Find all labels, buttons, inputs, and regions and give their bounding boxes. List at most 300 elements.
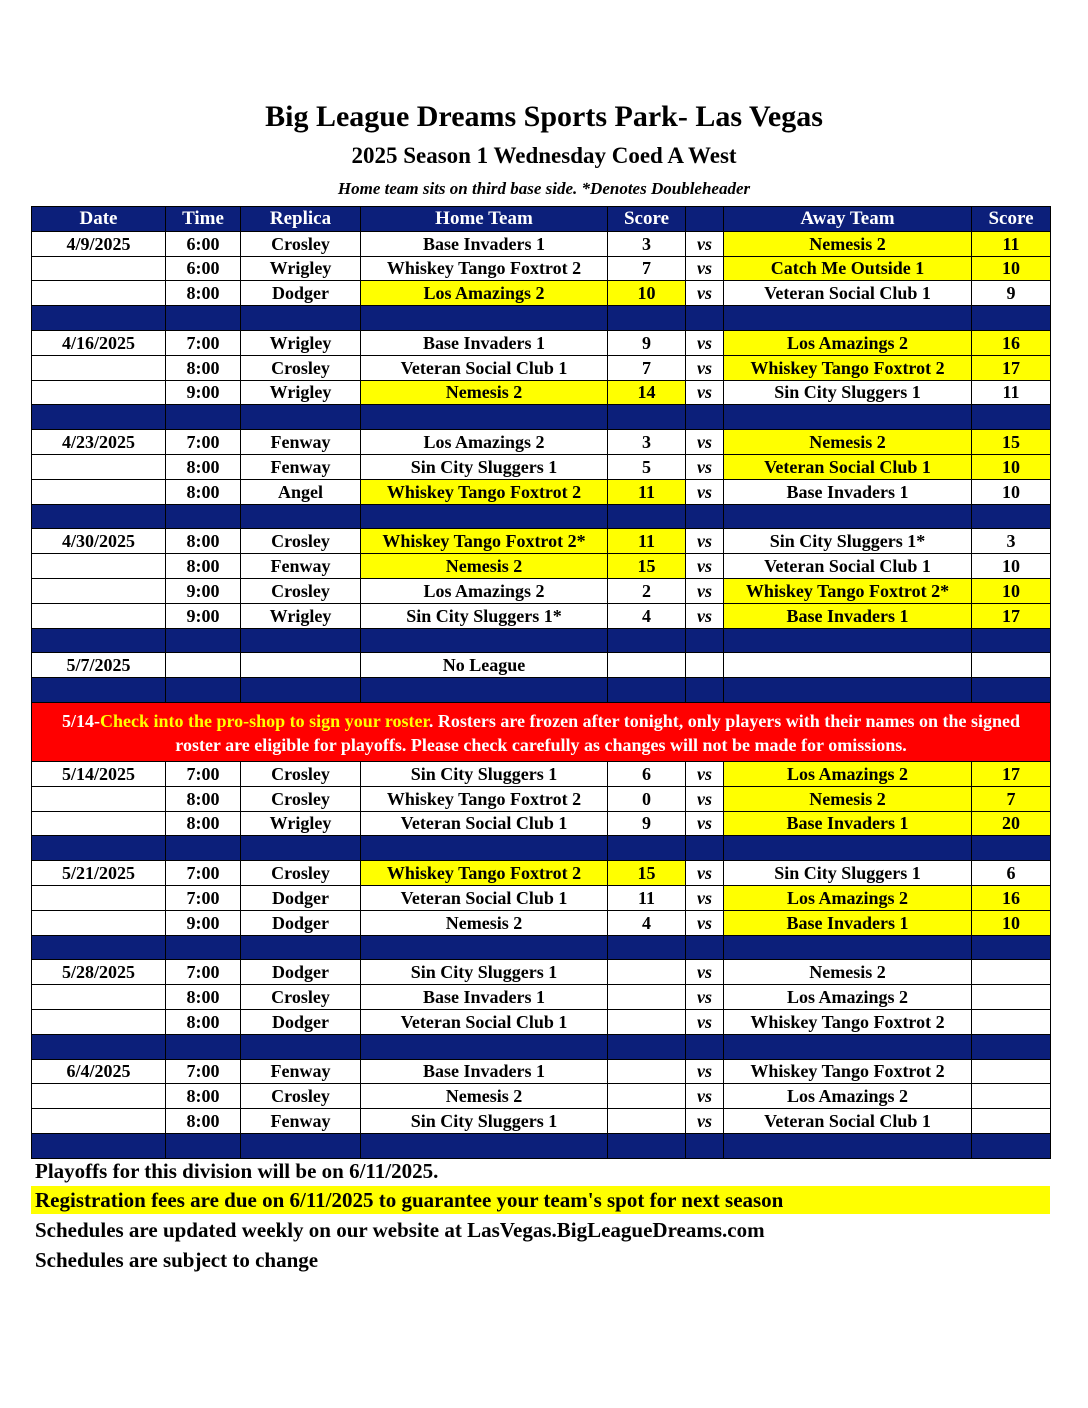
replica-cell: Wrigley bbox=[241, 330, 361, 355]
separator-row bbox=[32, 1133, 1051, 1158]
away-team-cell: Catch Me Outside 1 bbox=[724, 256, 972, 281]
home-score-cell: 0 bbox=[608, 786, 686, 811]
home-team-cell: Veteran Social Club 1 bbox=[361, 355, 608, 380]
home-team-cell: Los Amazings 2 bbox=[361, 281, 608, 306]
away-score-cell: 7 bbox=[972, 786, 1051, 811]
col-header-replica: Replica bbox=[241, 207, 361, 232]
separator-cell bbox=[361, 1034, 608, 1059]
separator-cell bbox=[686, 1034, 724, 1059]
separator-cell bbox=[608, 504, 686, 529]
date-cell bbox=[32, 786, 166, 811]
replica-cell: Fenway bbox=[241, 430, 361, 455]
replica-cell: Fenway bbox=[241, 454, 361, 479]
away-team-cell: Los Amazings 2 bbox=[724, 985, 972, 1010]
home-score-cell: 2 bbox=[608, 578, 686, 603]
game-row bbox=[32, 653, 1051, 678]
time-cell: 7:00 bbox=[166, 761, 241, 786]
date-cell bbox=[32, 578, 166, 603]
date-cell bbox=[32, 1109, 166, 1134]
game-row bbox=[32, 529, 1051, 554]
away-score-cell: 15 bbox=[972, 430, 1051, 455]
separator-cell bbox=[166, 306, 241, 331]
game-row bbox=[32, 256, 1051, 281]
separator-cell bbox=[686, 678, 724, 703]
home-score-cell: 11 bbox=[608, 529, 686, 554]
separator-cell bbox=[724, 678, 972, 703]
time-cell: 9:00 bbox=[166, 380, 241, 405]
separator-cell bbox=[686, 836, 724, 861]
vs-cell: vs bbox=[686, 1059, 724, 1084]
separator-cell bbox=[32, 628, 166, 653]
home-score-cell: 3 bbox=[608, 231, 686, 256]
separator-cell bbox=[972, 1133, 1051, 1158]
separator-cell bbox=[166, 405, 241, 430]
separator-row bbox=[32, 504, 1051, 529]
replica-cell: Wrigley bbox=[241, 811, 361, 836]
home-score-cell bbox=[608, 1009, 686, 1034]
col-header-time: Time bbox=[166, 207, 241, 232]
home-team-cell: Nemesis 2 bbox=[361, 380, 608, 405]
separator-cell bbox=[166, 1034, 241, 1059]
replica-cell: Fenway bbox=[241, 1109, 361, 1134]
home-score-cell bbox=[608, 1084, 686, 1109]
game-row bbox=[32, 985, 1051, 1010]
separator-cell bbox=[608, 1133, 686, 1158]
date-cell bbox=[32, 256, 166, 281]
away-score-cell: 9 bbox=[972, 281, 1051, 306]
replica-cell: Crosley bbox=[241, 355, 361, 380]
notice-highlight: Check into the pro-shop to sign your roster bbox=[99, 710, 429, 731]
away-score-cell: 16 bbox=[972, 330, 1051, 355]
table-header-row bbox=[32, 207, 1051, 232]
separator-cell bbox=[361, 935, 608, 960]
home-team-cell: Nemesis 2 bbox=[361, 554, 608, 579]
away-team-cell: Nemesis 2 bbox=[724, 786, 972, 811]
away-team-cell: Nemesis 2 bbox=[724, 430, 972, 455]
header-note: Home team sits on third base side. *Denotes Doubleheader bbox=[337, 179, 751, 198]
notice-date: 5/14- bbox=[61, 710, 100, 731]
home-score-cell: 4 bbox=[608, 603, 686, 628]
date-cell bbox=[32, 454, 166, 479]
separator-cell bbox=[32, 504, 166, 529]
date-cell bbox=[32, 355, 166, 380]
separator-cell bbox=[241, 628, 361, 653]
away-score-cell: 10 bbox=[972, 479, 1051, 504]
away-team-cell: Whiskey Tango Foxtrot 2 bbox=[724, 1009, 972, 1034]
time-cell: 8:00 bbox=[166, 1084, 241, 1109]
game-row bbox=[32, 454, 1051, 479]
separator-cell bbox=[724, 504, 972, 529]
separator-cell bbox=[724, 1034, 972, 1059]
away-team-cell: Whiskey Tango Foxtrot 2* bbox=[724, 578, 972, 603]
separator-cell bbox=[608, 1034, 686, 1059]
date-cell bbox=[32, 910, 166, 935]
home-score-cell: 5 bbox=[608, 454, 686, 479]
time-cell bbox=[166, 653, 241, 678]
playoffs-note: Playoffs for this division will be on 6/11/2025. bbox=[35, 1159, 439, 1183]
home-team-cell: Base Invaders 1 bbox=[361, 985, 608, 1010]
separator-cell bbox=[686, 306, 724, 331]
away-score-cell: 10 bbox=[972, 256, 1051, 281]
away-team-cell: Veteran Social Club 1 bbox=[724, 454, 972, 479]
replica-cell: Crosley bbox=[241, 231, 361, 256]
home-score-cell: 11 bbox=[608, 479, 686, 504]
replica-cell: Crosley bbox=[241, 761, 361, 786]
time-cell: 8:00 bbox=[166, 1109, 241, 1134]
vs-cell: vs bbox=[686, 430, 724, 455]
page-title: Big League Dreams Sports Park- Las Vegas bbox=[265, 100, 823, 133]
date-cell bbox=[32, 885, 166, 910]
separator-cell bbox=[361, 1133, 608, 1158]
date-cell: 4/9/2025 bbox=[32, 231, 166, 256]
separator-cell bbox=[686, 405, 724, 430]
time-cell: 8:00 bbox=[166, 281, 241, 306]
time-cell: 8:00 bbox=[166, 355, 241, 380]
game-row bbox=[32, 380, 1051, 405]
date-cell bbox=[32, 1084, 166, 1109]
separator-cell bbox=[166, 836, 241, 861]
home-score-cell: 11 bbox=[608, 885, 686, 910]
time-cell: 6:00 bbox=[166, 256, 241, 281]
vs-cell: vs bbox=[686, 861, 724, 886]
game-row bbox=[32, 1084, 1051, 1109]
game-row bbox=[32, 1059, 1051, 1084]
home-team-cell: Veteran Social Club 1 bbox=[361, 811, 608, 836]
separator-cell bbox=[241, 1133, 361, 1158]
game-row bbox=[32, 430, 1051, 455]
time-cell: 8:00 bbox=[166, 479, 241, 504]
separator-cell bbox=[361, 678, 608, 703]
time-cell: 6:00 bbox=[166, 231, 241, 256]
time-cell: 7:00 bbox=[166, 885, 241, 910]
replica-cell: Crosley bbox=[241, 786, 361, 811]
time-cell: 7:00 bbox=[166, 430, 241, 455]
away-score-cell: 10 bbox=[972, 578, 1051, 603]
game-row bbox=[32, 960, 1051, 985]
vs-cell: vs bbox=[686, 330, 724, 355]
separator-cell bbox=[32, 836, 166, 861]
time-cell: 8:00 bbox=[166, 454, 241, 479]
home-team-cell: Sin City Sluggers 1 bbox=[361, 761, 608, 786]
separator-cell bbox=[361, 306, 608, 331]
page-subtitle: 2025 Season 1 Wednesday Coed A West bbox=[351, 143, 737, 168]
game-row bbox=[32, 231, 1051, 256]
game-row bbox=[32, 761, 1051, 786]
date-cell bbox=[32, 603, 166, 628]
separator-cell bbox=[972, 678, 1051, 703]
away-score-cell bbox=[972, 985, 1051, 1010]
home-score-cell: 9 bbox=[608, 330, 686, 355]
game-row bbox=[32, 578, 1051, 603]
home-team-cell: Sin City Sluggers 1 bbox=[361, 454, 608, 479]
away-score-cell bbox=[972, 1084, 1051, 1109]
away-score-cell: 17 bbox=[972, 355, 1051, 380]
game-row bbox=[32, 603, 1051, 628]
away-team-cell: Sin City Sluggers 1 bbox=[724, 380, 972, 405]
separator-cell bbox=[241, 935, 361, 960]
separator-cell bbox=[608, 678, 686, 703]
away-team-cell: Nemesis 2 bbox=[724, 231, 972, 256]
home-score-cell: 6 bbox=[608, 761, 686, 786]
schedule-body bbox=[32, 231, 1051, 1158]
away-team-cell: Los Amazings 2 bbox=[724, 885, 972, 910]
date-cell: 4/30/2025 bbox=[32, 529, 166, 554]
away-team-cell: Base Invaders 1 bbox=[724, 479, 972, 504]
replica-cell: Angel bbox=[241, 479, 361, 504]
separator-cell bbox=[608, 306, 686, 331]
game-row bbox=[32, 330, 1051, 355]
game-row bbox=[32, 1009, 1051, 1034]
separator-row bbox=[32, 836, 1051, 861]
vs-cell: vs bbox=[686, 761, 724, 786]
separator-cell bbox=[166, 504, 241, 529]
date-cell: 5/14/2025 bbox=[32, 761, 166, 786]
col-header-away-team: Away Team bbox=[724, 207, 972, 232]
separator-cell bbox=[241, 306, 361, 331]
away-score-cell: 17 bbox=[972, 761, 1051, 786]
notice-text: . Rosters are frozen after tonight, only players with their names on the signed roster are eligible for playoffs. Please check carefully as changes will not be made for omissions. bbox=[175, 710, 1020, 755]
away-score-cell bbox=[972, 960, 1051, 985]
date-cell bbox=[32, 281, 166, 306]
game-row bbox=[32, 811, 1051, 836]
game-row bbox=[32, 281, 1051, 306]
home-team-cell: Sin City Sluggers 1* bbox=[361, 603, 608, 628]
vs-cell: vs bbox=[686, 479, 724, 504]
home-score-cell: 4 bbox=[608, 910, 686, 935]
game-row bbox=[32, 786, 1051, 811]
separator-cell bbox=[241, 836, 361, 861]
game-row bbox=[32, 861, 1051, 886]
away-team-cell: Los Amazings 2 bbox=[724, 330, 972, 355]
away-team-cell: Los Amazings 2 bbox=[724, 761, 972, 786]
separator-cell bbox=[608, 405, 686, 430]
away-team-cell: Veteran Social Club 1 bbox=[724, 554, 972, 579]
home-team-cell: Los Amazings 2 bbox=[361, 430, 608, 455]
time-cell: 7:00 bbox=[166, 330, 241, 355]
away-team-cell: Base Invaders 1 bbox=[724, 910, 972, 935]
replica-cell: Dodger bbox=[241, 281, 361, 306]
separator-cell bbox=[241, 504, 361, 529]
separator-cell bbox=[608, 836, 686, 861]
away-score-cell: 17 bbox=[972, 603, 1051, 628]
home-team-cell: Base Invaders 1 bbox=[361, 1059, 608, 1084]
away-team-cell: Whiskey Tango Foxtrot 2 bbox=[724, 355, 972, 380]
separator-cell bbox=[686, 628, 724, 653]
vs-cell: vs bbox=[686, 1009, 724, 1034]
separator-cell bbox=[241, 1034, 361, 1059]
replica-cell: Crosley bbox=[241, 1084, 361, 1109]
separator-cell bbox=[241, 678, 361, 703]
separator-cell bbox=[972, 405, 1051, 430]
away-score-cell: 10 bbox=[972, 454, 1051, 479]
separator-cell bbox=[972, 504, 1051, 529]
vs-cell: vs bbox=[686, 355, 724, 380]
col-header-vs bbox=[686, 207, 724, 232]
col-header-away-score: Score bbox=[972, 207, 1051, 232]
replica-cell: Dodger bbox=[241, 885, 361, 910]
date-cell: 5/28/2025 bbox=[32, 960, 166, 985]
away-score-cell: 6 bbox=[972, 861, 1051, 886]
time-cell: 9:00 bbox=[166, 910, 241, 935]
replica-cell: Crosley bbox=[241, 861, 361, 886]
home-team-cell: Nemesis 2 bbox=[361, 910, 608, 935]
vs-cell: vs bbox=[686, 603, 724, 628]
replica-cell: Dodger bbox=[241, 1009, 361, 1034]
date-cell bbox=[32, 554, 166, 579]
time-cell: 8:00 bbox=[166, 811, 241, 836]
col-header-home-team: Home Team bbox=[361, 207, 608, 232]
separator-cell bbox=[32, 405, 166, 430]
away-score-cell: 10 bbox=[972, 910, 1051, 935]
away-team-cell bbox=[724, 653, 972, 678]
separator-cell bbox=[166, 628, 241, 653]
schedule-table bbox=[31, 206, 1051, 1159]
home-score-cell: 7 bbox=[608, 256, 686, 281]
away-team-cell: Sin City Sluggers 1* bbox=[724, 529, 972, 554]
home-score-cell: 15 bbox=[608, 861, 686, 886]
away-score-cell bbox=[972, 653, 1051, 678]
home-team-cell: Whiskey Tango Foxtrot 2 bbox=[361, 479, 608, 504]
separator-cell bbox=[32, 306, 166, 331]
away-team-cell: Sin City Sluggers 1 bbox=[724, 861, 972, 886]
separator-cell bbox=[32, 1034, 166, 1059]
vs-cell: vs bbox=[686, 786, 724, 811]
home-score-cell bbox=[608, 653, 686, 678]
home-team-cell: Whiskey Tango Foxtrot 2 bbox=[361, 861, 608, 886]
registration-note: Registration fees are due on 6/11/2025 to guarantee your team's spot for next season bbox=[31, 1186, 1050, 1214]
replica-cell: Dodger bbox=[241, 960, 361, 985]
separator-row bbox=[32, 935, 1051, 960]
time-cell: 7:00 bbox=[166, 1059, 241, 1084]
col-header-home-score: Score bbox=[608, 207, 686, 232]
separator-cell bbox=[361, 405, 608, 430]
separator-row bbox=[32, 678, 1051, 703]
away-team-cell: Veteran Social Club 1 bbox=[724, 281, 972, 306]
separator-cell bbox=[686, 1133, 724, 1158]
date-cell: 6/4/2025 bbox=[32, 1059, 166, 1084]
time-cell: 7:00 bbox=[166, 861, 241, 886]
away-score-cell bbox=[972, 1009, 1051, 1034]
vs-cell: vs bbox=[686, 380, 724, 405]
date-cell: 5/7/2025 bbox=[32, 653, 166, 678]
time-cell: 9:00 bbox=[166, 578, 241, 603]
date-cell bbox=[32, 380, 166, 405]
replica-cell: Dodger bbox=[241, 910, 361, 935]
vs-cell: vs bbox=[686, 985, 724, 1010]
game-row bbox=[32, 910, 1051, 935]
away-team-cell: Base Invaders 1 bbox=[724, 603, 972, 628]
separator-cell bbox=[724, 405, 972, 430]
away-score-cell bbox=[972, 1059, 1051, 1084]
game-row bbox=[32, 554, 1051, 579]
home-team-cell: Veteran Social Club 1 bbox=[361, 885, 608, 910]
separator-row bbox=[32, 628, 1051, 653]
away-score-cell: 11 bbox=[972, 231, 1051, 256]
replica-cell: Crosley bbox=[241, 529, 361, 554]
home-score-cell bbox=[608, 1109, 686, 1134]
roster-notice bbox=[32, 702, 1051, 761]
separator-cell bbox=[166, 1133, 241, 1158]
home-team-cell: Los Amazings 2 bbox=[361, 578, 608, 603]
away-team-cell: Nemesis 2 bbox=[724, 960, 972, 985]
separator-cell bbox=[972, 836, 1051, 861]
away-score-cell: 11 bbox=[972, 380, 1051, 405]
time-cell: 7:00 bbox=[166, 960, 241, 985]
vs-cell bbox=[686, 653, 724, 678]
game-row bbox=[32, 355, 1051, 380]
away-team-cell: Base Invaders 1 bbox=[724, 811, 972, 836]
away-score-cell: 3 bbox=[972, 529, 1051, 554]
change-note: Schedules are subject to change bbox=[35, 1248, 319, 1272]
separator-cell bbox=[32, 935, 166, 960]
vs-cell: vs bbox=[686, 578, 724, 603]
replica-cell: Fenway bbox=[241, 1059, 361, 1084]
away-team-cell: Whiskey Tango Foxtrot 2 bbox=[724, 1059, 972, 1084]
separator-cell bbox=[361, 504, 608, 529]
time-cell: 8:00 bbox=[166, 1009, 241, 1034]
vs-cell: vs bbox=[686, 529, 724, 554]
separator-cell bbox=[972, 1034, 1051, 1059]
away-team-cell: Los Amazings 2 bbox=[724, 1084, 972, 1109]
home-score-cell: 7 bbox=[608, 355, 686, 380]
separator-cell bbox=[166, 935, 241, 960]
away-score-cell bbox=[972, 1109, 1051, 1134]
time-cell: 9:00 bbox=[166, 603, 241, 628]
time-cell: 8:00 bbox=[166, 554, 241, 579]
vs-cell: vs bbox=[686, 231, 724, 256]
separator-cell bbox=[972, 306, 1051, 331]
away-score-cell: 10 bbox=[972, 554, 1051, 579]
date-cell bbox=[32, 479, 166, 504]
home-score-cell bbox=[608, 960, 686, 985]
separator-cell bbox=[32, 1133, 166, 1158]
vs-cell: vs bbox=[686, 960, 724, 985]
vs-cell: vs bbox=[686, 910, 724, 935]
replica-cell: Wrigley bbox=[241, 380, 361, 405]
separator-row bbox=[32, 1034, 1051, 1059]
separator-cell bbox=[724, 1133, 972, 1158]
vs-cell: vs bbox=[686, 454, 724, 479]
date-cell: 5/21/2025 bbox=[32, 861, 166, 886]
home-team-cell: Base Invaders 1 bbox=[361, 330, 608, 355]
away-score-cell: 20 bbox=[972, 811, 1051, 836]
separator-cell bbox=[972, 628, 1051, 653]
separator-cell bbox=[724, 628, 972, 653]
separator-cell bbox=[686, 504, 724, 529]
home-score-cell: 9 bbox=[608, 811, 686, 836]
separator-cell bbox=[686, 935, 724, 960]
home-team-cell: Veteran Social Club 1 bbox=[361, 1009, 608, 1034]
date-cell bbox=[32, 985, 166, 1010]
separator-cell bbox=[361, 836, 608, 861]
away-team-cell: Veteran Social Club 1 bbox=[724, 1109, 972, 1134]
col-header-date: Date bbox=[32, 207, 166, 232]
home-score-cell: 14 bbox=[608, 380, 686, 405]
home-score-cell bbox=[608, 1059, 686, 1084]
separator-cell bbox=[361, 628, 608, 653]
separator-cell bbox=[32, 678, 166, 703]
home-score-cell: 3 bbox=[608, 430, 686, 455]
vs-cell: vs bbox=[686, 811, 724, 836]
separator-cell bbox=[972, 935, 1051, 960]
home-team-cell: Whiskey Tango Foxtrot 2* bbox=[361, 529, 608, 554]
home-score-cell bbox=[608, 985, 686, 1010]
replica-cell: Wrigley bbox=[241, 256, 361, 281]
separator-cell bbox=[166, 678, 241, 703]
home-team-cell: Sin City Sluggers 1 bbox=[361, 1109, 608, 1134]
replica-cell: Crosley bbox=[241, 578, 361, 603]
time-cell: 8:00 bbox=[166, 786, 241, 811]
